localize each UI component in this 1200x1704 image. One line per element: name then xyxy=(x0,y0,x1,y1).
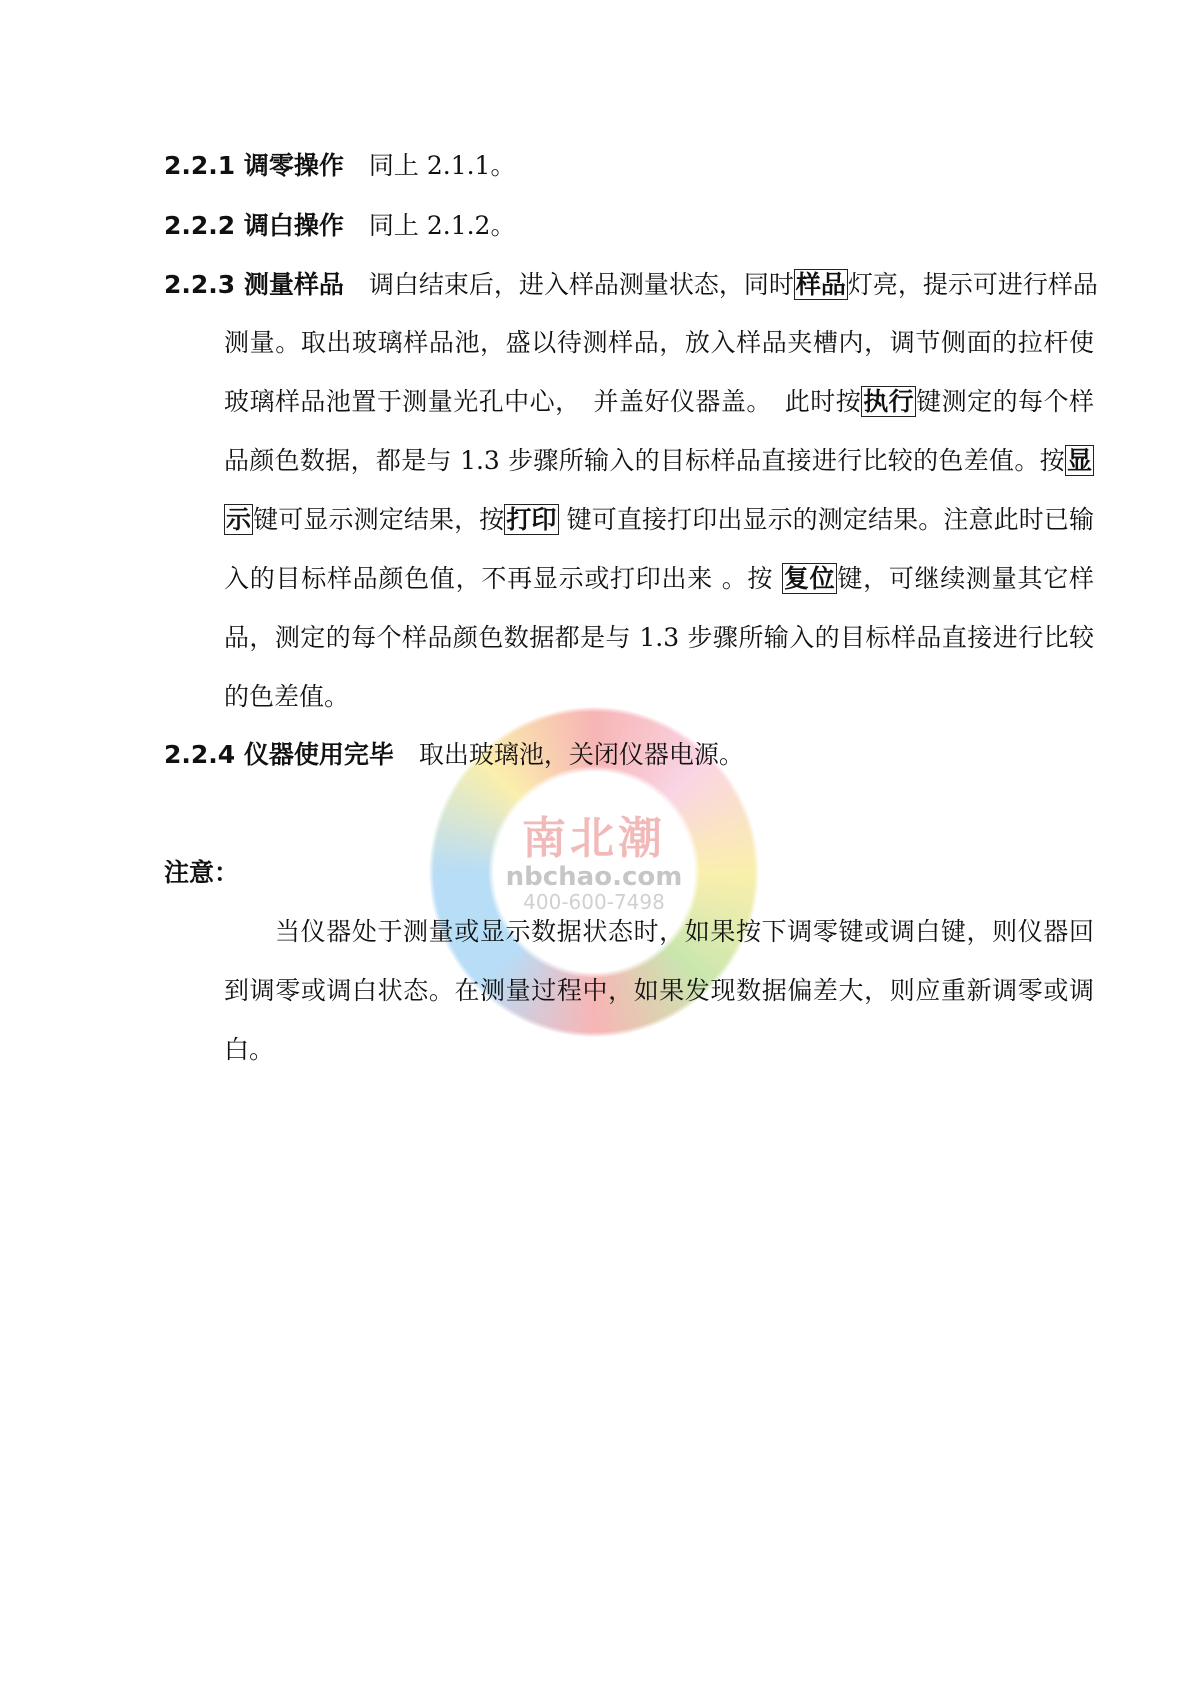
key-label: 显 xyxy=(1066,446,1092,475)
section-heading: 2.2.2 调白操作 xyxy=(164,211,344,240)
text-line xyxy=(164,149,515,183)
body-text: 调白结束后，进入样品测量状态，同时 xyxy=(343,270,794,299)
body-text: 入的目标样品颜色值，不再显示或打印出来 。按 xyxy=(224,564,782,593)
text-line xyxy=(224,326,1094,360)
text-line xyxy=(224,444,1094,478)
text-line xyxy=(164,209,515,243)
section-heading: 2.2.1 调零操作 xyxy=(164,151,344,180)
section-heading: 注意： xyxy=(164,858,240,887)
watermark-phone: 400-600-7498 xyxy=(523,890,665,914)
text-line xyxy=(224,974,1094,1008)
body-text: 灯亮，提示可进行样品 xyxy=(847,270,1098,299)
body-text: 测量。取出玻璃样品池，盛以待测样品，放入样品夹槽内，调节侧面的拉杆使 xyxy=(224,328,1094,357)
body-text: 当仪器处于测量或显示数据状态时，如果按下调零键或调白键，则仪器回 xyxy=(275,917,1094,946)
key-label: 示 xyxy=(226,505,252,534)
key-label: 样品 xyxy=(795,270,846,299)
text-line xyxy=(224,385,1094,419)
body-text: 白。 xyxy=(224,1035,275,1064)
body-text: 键，可继续测量其它样 xyxy=(837,564,1094,593)
body-text: 键可直接打印出显示的测定结果。注意此时已输 xyxy=(558,505,1094,534)
body-text: 键测定的每个样 xyxy=(916,387,1094,416)
watermark-logo: 南北潮 xyxy=(522,813,666,864)
body-text: 键可显示测定结果，按 xyxy=(253,505,505,534)
body-text: 到调零或调白状态。在测量过程中，如果发现数据偏差大，则应重新调零或调 xyxy=(224,976,1094,1005)
body-text: 的色差值。 xyxy=(224,682,350,711)
key-label: 复位 xyxy=(783,564,836,593)
body-text: 取出玻璃池，关闭仪器电源。 xyxy=(393,740,744,769)
section-heading: 2.2.3 测量样品 xyxy=(164,270,344,299)
key-label: 打印 xyxy=(506,505,557,534)
body-text: 品，测定的每个样品颜色数据都是与 1.3 步骤所输入的目标样品直接进行比较 xyxy=(224,623,1094,652)
section-heading: 2.2.4 仪器使用完毕 xyxy=(164,740,394,769)
body-text: 品颜色数据，都是与 1.3 步骤所输入的目标样品直接进行比较的色差值。按 xyxy=(224,446,1065,475)
text-line xyxy=(224,503,1094,537)
text-line xyxy=(224,621,1094,655)
key-label: 执行 xyxy=(863,387,915,416)
text-line xyxy=(164,738,744,772)
text-line xyxy=(164,268,1098,302)
watermark-text xyxy=(494,815,694,913)
text-line xyxy=(224,1033,274,1067)
watermark-site: nbchao.com xyxy=(505,862,683,892)
text-line xyxy=(224,680,349,714)
text-line xyxy=(164,856,239,890)
body-text: 同上 2.1.2。 xyxy=(343,211,516,240)
text-line xyxy=(224,562,1094,596)
body-text: 同上 2.1.1。 xyxy=(343,151,516,180)
text-line xyxy=(275,915,1094,949)
body-text: 玻璃样品池置于测量光孔中心， 并盖好仪器盖。 此时按 xyxy=(224,387,862,416)
